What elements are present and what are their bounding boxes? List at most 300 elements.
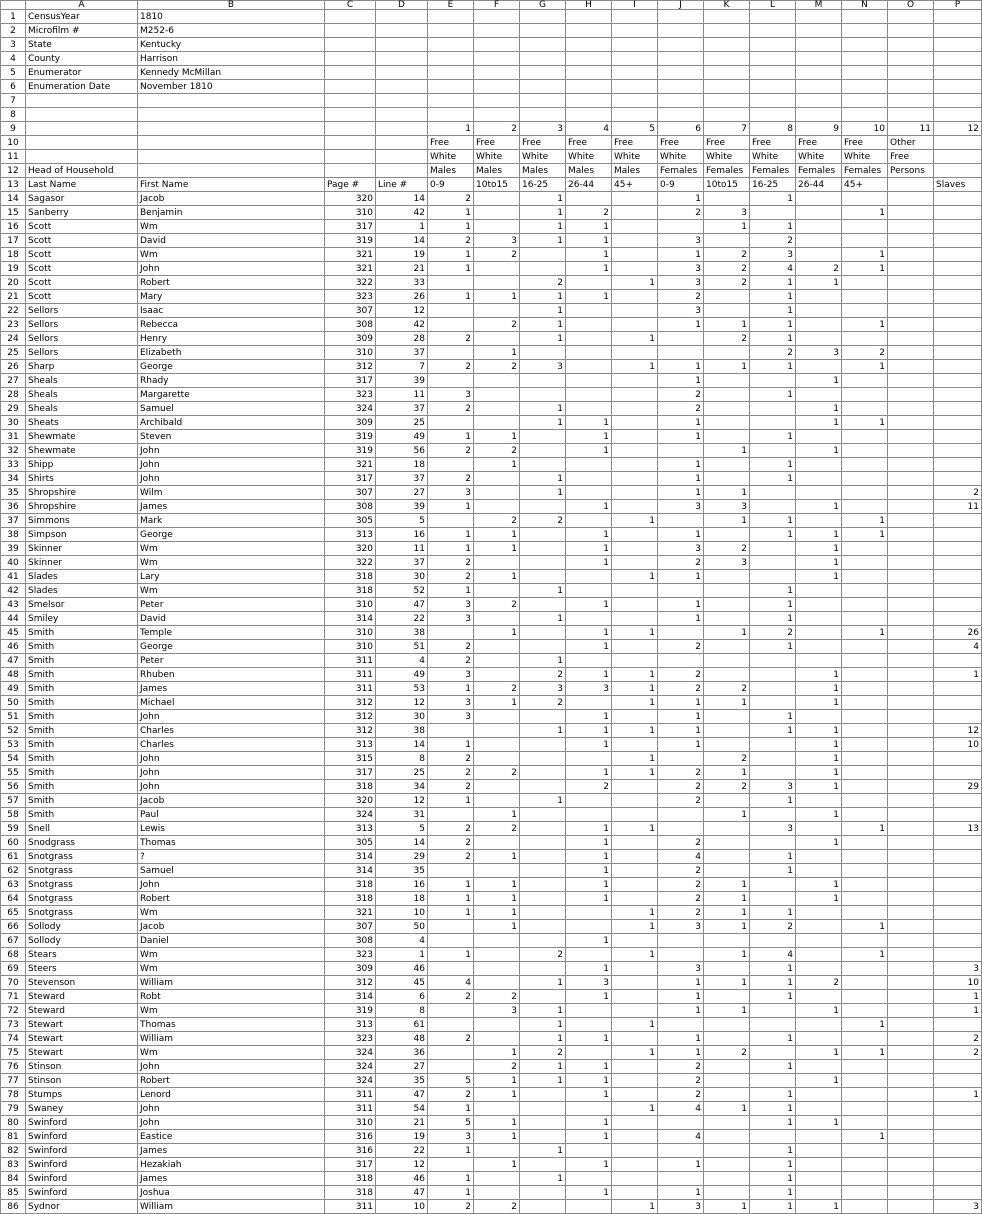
cell-h[interactable] (566, 402, 612, 416)
cell-m[interactable]: 1 (796, 416, 842, 430)
cell-d[interactable]: 19 (376, 248, 428, 262)
cell-b[interactable] (138, 164, 325, 178)
cell-e[interactable] (428, 94, 474, 108)
cell-d[interactable]: 52 (376, 584, 428, 598)
cell-h[interactable]: 1 (566, 1032, 612, 1046)
cell-a[interactable]: Sharp (26, 360, 138, 374)
cell-m[interactable] (796, 220, 842, 234)
cell-p[interactable]: 10 (934, 976, 982, 990)
cell-l[interactable] (750, 766, 796, 780)
cell-g[interactable] (520, 374, 566, 388)
cell-g[interactable] (520, 444, 566, 458)
cell-k[interactable] (704, 612, 750, 626)
cell-p[interactable]: 29 (934, 780, 982, 794)
cell-k[interactable] (704, 1088, 750, 1102)
row-number[interactable]: 77 (1, 1074, 26, 1088)
cell-l[interactable] (750, 108, 796, 122)
cell-n[interactable]: Free (842, 136, 888, 150)
cell-o[interactable] (888, 304, 934, 318)
row-number[interactable]: 52 (1, 724, 26, 738)
row-number[interactable]: 45 (1, 626, 26, 640)
cell-m[interactable]: 1 (796, 1004, 842, 1018)
cell-p[interactable]: 4 (934, 640, 982, 654)
cell-g[interactable] (520, 822, 566, 836)
cell-m[interactable] (796, 794, 842, 808)
cell-m[interactable] (796, 360, 842, 374)
cell-g[interactable] (520, 528, 566, 542)
cell-p[interactable] (934, 318, 982, 332)
cell-j[interactable] (658, 10, 704, 24)
cell-a[interactable]: CensusYear (26, 10, 138, 24)
cell-b[interactable]: Thomas (138, 836, 325, 850)
cell-n[interactable] (842, 388, 888, 402)
cell-d[interactable]: Line # (376, 178, 428, 192)
cell-g[interactable]: 1 (520, 234, 566, 248)
cell-d[interactable]: 28 (376, 332, 428, 346)
cell-l[interactable] (750, 836, 796, 850)
cell-e[interactable]: 3 (428, 696, 474, 710)
cell-h[interactable] (566, 514, 612, 528)
cell-g[interactable]: 1 (520, 318, 566, 332)
cell-o[interactable] (888, 878, 934, 892)
cell-d[interactable]: 34 (376, 780, 428, 794)
cell-f[interactable]: 1 (474, 850, 520, 864)
cell-g[interactable] (520, 836, 566, 850)
cell-l[interactable]: 3 (750, 780, 796, 794)
cell-k[interactable]: 1 (704, 486, 750, 500)
cell-a[interactable]: Snotgrass (26, 850, 138, 864)
cell-i[interactable]: 1 (612, 948, 658, 962)
cell-a[interactable]: Enumeration Date (26, 80, 138, 94)
cell-f[interactable] (474, 654, 520, 668)
cell-b[interactable]: Isaac (138, 304, 325, 318)
cell-b[interactable]: John (138, 444, 325, 458)
cell-c[interactable]: 320 (325, 542, 376, 556)
cell-m[interactable]: 1 (796, 570, 842, 584)
cell-f[interactable]: 2 (474, 766, 520, 780)
cell-g[interactable]: 1 (520, 1144, 566, 1158)
cell-p[interactable] (934, 920, 982, 934)
cell-j[interactable]: 0-9 (658, 178, 704, 192)
cell-c[interactable]: 311 (325, 654, 376, 668)
cell-g[interactable] (520, 458, 566, 472)
cell-o[interactable] (888, 514, 934, 528)
cell-o[interactable] (888, 1032, 934, 1046)
cell-e[interactable] (428, 934, 474, 948)
cell-l[interactable] (750, 682, 796, 696)
cell-i[interactable] (612, 24, 658, 38)
cell-o[interactable] (888, 500, 934, 514)
cell-o[interactable] (888, 962, 934, 976)
cell-o[interactable] (888, 794, 934, 808)
cell-p[interactable] (934, 24, 982, 38)
cell-a[interactable]: Stinson (26, 1060, 138, 1074)
cell-o[interactable] (888, 738, 934, 752)
cell-o[interactable] (888, 1130, 934, 1144)
cell-h[interactable] (566, 80, 612, 94)
cell-c[interactable]: 322 (325, 556, 376, 570)
select-all-corner[interactable] (1, 1, 26, 10)
cell-a[interactable]: Snotgrass (26, 906, 138, 920)
cell-l[interactable]: 2 (750, 234, 796, 248)
cell-h[interactable] (566, 332, 612, 346)
cell-j[interactable]: 4 (658, 850, 704, 864)
cell-a[interactable]: Snodgrass (26, 836, 138, 850)
cell-j[interactable] (658, 1116, 704, 1130)
cell-l[interactable]: 1 (750, 990, 796, 1004)
cell-f[interactable]: 1 (474, 906, 520, 920)
cell-m[interactable] (796, 584, 842, 598)
row-number[interactable]: 66 (1, 920, 26, 934)
cell-a[interactable]: Microfilm # (26, 24, 138, 38)
cell-p[interactable] (934, 836, 982, 850)
cell-m[interactable]: 1 (796, 668, 842, 682)
cell-p[interactable] (934, 66, 982, 80)
cell-j[interactable] (658, 52, 704, 66)
cell-l[interactable] (750, 1004, 796, 1018)
cell-l[interactable] (750, 654, 796, 668)
cell-n[interactable] (842, 192, 888, 206)
cell-d[interactable]: 50 (376, 920, 428, 934)
cell-c[interactable]: 318 (325, 584, 376, 598)
cell-i[interactable]: White (612, 150, 658, 164)
cell-g[interactable]: 1 (520, 332, 566, 346)
cell-i[interactable]: 1 (612, 1018, 658, 1032)
cell-k[interactable] (704, 24, 750, 38)
cell-d[interactable]: 61 (376, 1018, 428, 1032)
cell-a[interactable]: Stears (26, 948, 138, 962)
cell-o[interactable] (888, 360, 934, 374)
cell-h[interactable] (566, 612, 612, 626)
cell-m[interactable]: 1 (796, 556, 842, 570)
cell-c[interactable] (325, 108, 376, 122)
row-number[interactable]: 28 (1, 388, 26, 402)
cell-k[interactable] (704, 724, 750, 738)
cell-h[interactable] (566, 1004, 612, 1018)
cell-b[interactable]: John (138, 262, 325, 276)
row-number[interactable]: 82 (1, 1144, 26, 1158)
cell-e[interactable]: 3 (428, 388, 474, 402)
cell-l[interactable]: 1 (750, 1158, 796, 1172)
cell-c[interactable]: 312 (325, 710, 376, 724)
row-number[interactable]: 19 (1, 262, 26, 276)
cell-d[interactable]: 5 (376, 514, 428, 528)
cell-i[interactable] (612, 710, 658, 724)
cell-i[interactable]: 1 (612, 920, 658, 934)
cell-e[interactable]: 2 (428, 766, 474, 780)
cell-j[interactable] (658, 822, 704, 836)
cell-a[interactable]: Swinford (26, 1144, 138, 1158)
column-header-k[interactable]: K (704, 1, 750, 10)
cell-n[interactable] (842, 878, 888, 892)
cell-j[interactable]: 2 (658, 878, 704, 892)
cell-f[interactable] (474, 780, 520, 794)
cell-n[interactable]: 45+ (842, 178, 888, 192)
cell-c[interactable]: 314 (325, 850, 376, 864)
cell-d[interactable]: 25 (376, 766, 428, 780)
cell-n[interactable] (842, 108, 888, 122)
cell-n[interactable] (842, 836, 888, 850)
cell-n[interactable] (842, 738, 888, 752)
cell-m[interactable]: 26-44 (796, 178, 842, 192)
cell-h[interactable] (566, 192, 612, 206)
cell-f[interactable] (474, 416, 520, 430)
cell-n[interactable] (842, 486, 888, 500)
cell-e[interactable]: 1 (428, 500, 474, 514)
cell-a[interactable]: Smith (26, 654, 138, 668)
cell-e[interactable] (428, 808, 474, 822)
cell-m[interactable] (796, 108, 842, 122)
cell-l[interactable] (750, 80, 796, 94)
cell-n[interactable] (842, 1200, 888, 1214)
cell-a[interactable]: Smith (26, 626, 138, 640)
cell-h[interactable] (566, 1018, 612, 1032)
cell-k[interactable]: 2 (704, 752, 750, 766)
cell-n[interactable] (842, 332, 888, 346)
row-number[interactable]: 46 (1, 640, 26, 654)
cell-m[interactable]: 1 (796, 892, 842, 906)
cell-l[interactable] (750, 24, 796, 38)
cell-e[interactable]: 3 (428, 668, 474, 682)
cell-p[interactable] (934, 710, 982, 724)
cell-a[interactable] (26, 94, 138, 108)
cell-j[interactable]: 2 (658, 682, 704, 696)
row-number[interactable]: 25 (1, 346, 26, 360)
cell-o[interactable] (888, 206, 934, 220)
cell-m[interactable] (796, 850, 842, 864)
cell-h[interactable] (566, 360, 612, 374)
cell-c[interactable]: 314 (325, 864, 376, 878)
cell-l[interactable]: Free (750, 136, 796, 150)
cell-m[interactable]: 2 (796, 262, 842, 276)
cell-k[interactable] (704, 934, 750, 948)
cell-b[interactable]: John (138, 472, 325, 486)
cell-l[interactable]: 2 (750, 920, 796, 934)
cell-a[interactable]: Sheals (26, 374, 138, 388)
cell-n[interactable] (842, 220, 888, 234)
cell-d[interactable]: 11 (376, 542, 428, 556)
cell-g[interactable]: 1 (520, 220, 566, 234)
cell-l[interactable]: 1 (750, 864, 796, 878)
row-number[interactable]: 3 (1, 38, 26, 52)
cell-d[interactable]: 25 (376, 416, 428, 430)
cell-j[interactable] (658, 80, 704, 94)
cell-m[interactable] (796, 1060, 842, 1074)
cell-a[interactable]: Shirts (26, 472, 138, 486)
cell-i[interactable] (612, 738, 658, 752)
cell-m[interactable] (796, 304, 842, 318)
cell-h[interactable] (566, 24, 612, 38)
row-number[interactable]: 85 (1, 1186, 26, 1200)
cell-p[interactable]: 1 (934, 668, 982, 682)
cell-o[interactable] (888, 1004, 934, 1018)
cell-h[interactable]: 1 (566, 500, 612, 514)
cell-h[interactable]: 1 (566, 1186, 612, 1200)
column-header-n[interactable]: N (842, 1, 888, 10)
cell-d[interactable]: 19 (376, 1130, 428, 1144)
cell-l[interactable]: 4 (750, 948, 796, 962)
cell-o[interactable] (888, 752, 934, 766)
row-number[interactable]: 22 (1, 304, 26, 318)
cell-l[interactable]: 1 (750, 472, 796, 486)
cell-b[interactable]: Mark (138, 514, 325, 528)
cell-b[interactable]: Wm (138, 584, 325, 598)
cell-a[interactable]: Snotgrass (26, 864, 138, 878)
cell-i[interactable] (612, 472, 658, 486)
cell-b[interactable]: James (138, 500, 325, 514)
cell-d[interactable]: 39 (376, 374, 428, 388)
cell-k[interactable] (704, 1060, 750, 1074)
cell-k[interactable]: 3 (704, 556, 750, 570)
cell-d[interactable]: 36 (376, 1046, 428, 1060)
cell-b[interactable]: Wilm (138, 486, 325, 500)
cell-d[interactable]: 18 (376, 892, 428, 906)
cell-m[interactable] (796, 1102, 842, 1116)
cell-i[interactable] (612, 500, 658, 514)
cell-b[interactable]: John (138, 780, 325, 794)
cell-h[interactable]: 1 (566, 430, 612, 444)
cell-n[interactable] (842, 682, 888, 696)
cell-e[interactable]: 2 (428, 990, 474, 1004)
cell-k[interactable] (704, 80, 750, 94)
cell-g[interactable]: 1 (520, 1032, 566, 1046)
cell-p[interactable] (934, 1144, 982, 1158)
cell-h[interactable]: 1 (566, 878, 612, 892)
cell-f[interactable] (474, 80, 520, 94)
row-number[interactable]: 67 (1, 934, 26, 948)
cell-h[interactable] (566, 108, 612, 122)
cell-g[interactable] (520, 542, 566, 556)
cell-m[interactable]: 1 (796, 808, 842, 822)
cell-o[interactable] (888, 24, 934, 38)
cell-k[interactable]: 2 (704, 780, 750, 794)
cell-k[interactable] (704, 990, 750, 1004)
cell-e[interactable]: 3 (428, 598, 474, 612)
cell-c[interactable]: 321 (325, 906, 376, 920)
cell-h[interactable]: 1 (566, 248, 612, 262)
cell-c[interactable]: 323 (325, 1032, 376, 1046)
cell-i[interactable]: 1 (612, 1200, 658, 1214)
cell-f[interactable] (474, 108, 520, 122)
cell-c[interactable] (325, 66, 376, 80)
cell-e[interactable] (428, 416, 474, 430)
cell-k[interactable]: White (704, 150, 750, 164)
cell-o[interactable] (888, 780, 934, 794)
cell-n[interactable]: 1 (842, 514, 888, 528)
row-number[interactable]: 80 (1, 1116, 26, 1130)
row-number[interactable]: 18 (1, 248, 26, 262)
cell-g[interactable] (520, 1200, 566, 1214)
cell-b[interactable]: Robert (138, 892, 325, 906)
cell-h[interactable] (566, 808, 612, 822)
cell-k[interactable] (704, 304, 750, 318)
cell-m[interactable] (796, 248, 842, 262)
cell-b[interactable]: Charles (138, 738, 325, 752)
cell-f[interactable] (474, 402, 520, 416)
cell-b[interactable] (138, 108, 325, 122)
cell-p[interactable] (934, 570, 982, 584)
cell-d[interactable]: 22 (376, 612, 428, 626)
cell-f[interactable] (474, 668, 520, 682)
cell-k[interactable] (704, 1018, 750, 1032)
cell-i[interactable] (612, 878, 658, 892)
cell-g[interactable] (520, 598, 566, 612)
cell-d[interactable]: 49 (376, 430, 428, 444)
cell-e[interactable] (428, 346, 474, 360)
cell-l[interactable] (750, 934, 796, 948)
row-number[interactable]: 59 (1, 822, 26, 836)
cell-e[interactable]: White (428, 150, 474, 164)
cell-f[interactable]: White (474, 150, 520, 164)
cell-h[interactable]: 1 (566, 1060, 612, 1074)
row-number[interactable]: 11 (1, 150, 26, 164)
cell-c[interactable]: 313 (325, 1018, 376, 1032)
cell-o[interactable] (888, 1060, 934, 1074)
cell-l[interactable]: 2 (750, 346, 796, 360)
row-number[interactable]: 16 (1, 220, 26, 234)
cell-h[interactable]: 26-44 (566, 178, 612, 192)
cell-o[interactable] (888, 682, 934, 696)
cell-n[interactable] (842, 1158, 888, 1172)
cell-p[interactable] (934, 1158, 982, 1172)
row-number[interactable]: 50 (1, 696, 26, 710)
cell-a[interactable]: Scott (26, 234, 138, 248)
cell-b[interactable]: Eastice (138, 1130, 325, 1144)
cell-n[interactable] (842, 668, 888, 682)
cell-h[interactable] (566, 794, 612, 808)
cell-h[interactable]: 1 (566, 220, 612, 234)
cell-j[interactable]: 2 (658, 780, 704, 794)
cell-i[interactable] (612, 1130, 658, 1144)
cell-p[interactable] (934, 332, 982, 346)
cell-i[interactable] (612, 1074, 658, 1088)
cell-c[interactable]: 316 (325, 1144, 376, 1158)
cell-h[interactable]: 1 (566, 892, 612, 906)
cell-b[interactable]: John (138, 710, 325, 724)
cell-j[interactable] (658, 808, 704, 822)
row-number[interactable]: 83 (1, 1158, 26, 1172)
cell-n[interactable] (842, 654, 888, 668)
row-number[interactable]: 75 (1, 1046, 26, 1060)
cell-n[interactable] (842, 24, 888, 38)
cell-d[interactable]: 30 (376, 570, 428, 584)
cell-a[interactable]: Swinford (26, 1130, 138, 1144)
cell-a[interactable]: Scott (26, 276, 138, 290)
cell-e[interactable] (428, 318, 474, 332)
cell-h[interactable]: 1 (566, 556, 612, 570)
cell-d[interactable] (376, 80, 428, 94)
cell-f[interactable]: 2 (474, 1200, 520, 1214)
cell-m[interactable] (796, 52, 842, 66)
cell-n[interactable] (842, 10, 888, 24)
cell-b[interactable]: John (138, 752, 325, 766)
cell-e[interactable]: 1 (428, 430, 474, 444)
cell-c[interactable]: 307 (325, 304, 376, 318)
cell-h[interactable] (566, 1102, 612, 1116)
cell-o[interactable] (888, 1046, 934, 1060)
cell-p[interactable] (934, 934, 982, 948)
cell-l[interactable] (750, 94, 796, 108)
cell-e[interactable] (428, 458, 474, 472)
cell-e[interactable] (428, 52, 474, 66)
cell-b[interactable]: John (138, 1060, 325, 1074)
cell-f[interactable]: 2 (474, 990, 520, 1004)
cell-h[interactable] (566, 346, 612, 360)
cell-c[interactable]: 305 (325, 836, 376, 850)
cell-j[interactable]: 1 (658, 416, 704, 430)
cell-e[interactable] (428, 1046, 474, 1060)
cell-j[interactable]: 1 (658, 1046, 704, 1060)
